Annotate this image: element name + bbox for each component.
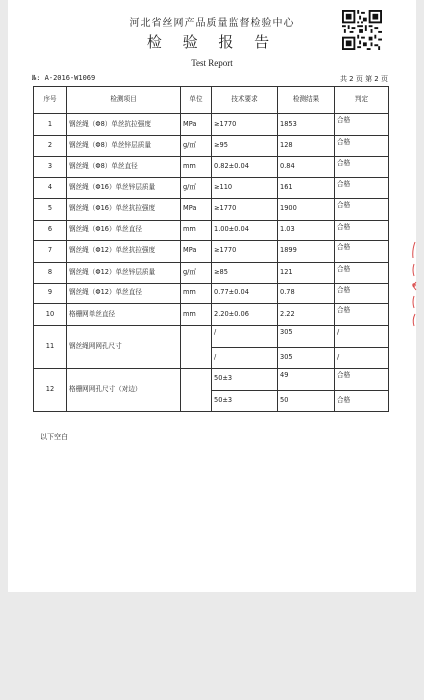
table-row (34, 198, 389, 220)
cell-item: 钢丝绳（Φ12）单丝锌层质量 (67, 262, 181, 283)
cell-verdict: 合格 (335, 240, 389, 262)
cell-item: 钢丝绳网网孔尺寸 (67, 326, 181, 369)
cell-unit: g/㎡ (181, 136, 212, 157)
cell-no: 9 (34, 283, 67, 304)
cell-requirement: 50±3 (212, 369, 278, 391)
cell-no: 1 (34, 114, 67, 136)
cell-verdict: 合格 (335, 369, 389, 391)
cell-verdict: 合格 (335, 283, 389, 304)
cell-unit: g/㎡ (181, 262, 212, 283)
table-row (34, 304, 389, 326)
cell-item: 钢丝绳（Φ8）单丝抗拉强度 (67, 114, 181, 136)
cell-requirement: / (212, 347, 278, 369)
cell-verdict: 合格 (335, 156, 389, 177)
cell-requirement: / (212, 326, 278, 348)
cell-requirement: 50±3 (212, 390, 278, 412)
cell-unit: MPa (181, 114, 212, 136)
cell-result: 0.78 (278, 283, 335, 304)
cell-no: 12 (34, 369, 67, 412)
cell-result: 1899 (278, 240, 335, 262)
cell-unit: g/㎡ (181, 177, 212, 198)
cell-verdict: 合格 (335, 114, 389, 136)
cell-requirement: 0.82±0.04 (212, 156, 278, 177)
cell-item: 钢丝绳（Φ16）单丝锌层质量 (67, 177, 181, 198)
cell-requirement: ≥1770 (212, 198, 278, 220)
cell-item: 钢丝绳（Φ8）单丝锌层质量 (67, 136, 181, 157)
cell-result: 1.03 (278, 220, 335, 240)
page-count: 共 2 页 第 2 页 (339, 75, 388, 83)
cell-unit: mm (181, 304, 212, 326)
cell-no: 10 (34, 304, 67, 326)
cell-result: 121 (278, 262, 335, 283)
table-row (34, 326, 389, 348)
cell-unit: MPa (181, 240, 212, 262)
cell-verdict: 合格 (335, 262, 389, 283)
table-row (34, 156, 389, 177)
cell-item: 钢丝绳（Φ16）单丝抗拉强度 (67, 198, 181, 220)
table-row (34, 136, 389, 157)
cell-result: 2.22 (278, 304, 335, 326)
cell-unit: mm (181, 156, 212, 177)
cell-verdict: 合格 (335, 177, 389, 198)
cell-no: 11 (34, 326, 67, 369)
cell-unit: mm (181, 283, 212, 304)
table-row (34, 114, 389, 136)
table-row (34, 220, 389, 240)
cell-item: 钢丝绳（Φ8）单丝直径 (67, 156, 181, 177)
col-header-no: 序号 (34, 87, 67, 114)
cell-item: 格栅网网孔尺寸（对边） (67, 369, 181, 412)
report-title: 检 验 报 告 (146, 33, 278, 51)
qr-code-icon (342, 10, 382, 50)
report-subtitle: Test Report (191, 58, 233, 68)
seal-stamp-icon (406, 238, 420, 332)
cell-unit (181, 369, 212, 412)
cell-no: 8 (34, 262, 67, 283)
cell-result: 161 (278, 177, 335, 198)
cell-no: 7 (34, 240, 67, 262)
cell-requirement: 1.00±0.04 (212, 220, 278, 240)
report-page (8, 0, 416, 592)
cell-requirement: 0.77±0.04 (212, 283, 278, 304)
cell-result: 128 (278, 136, 335, 157)
cell-unit: MPa (181, 198, 212, 220)
organization-name: 河北省丝网产品质量监督检验中心 (129, 18, 295, 29)
test-results-table (33, 86, 389, 412)
cell-verdict: / (335, 326, 389, 348)
table-row (34, 262, 389, 283)
cell-requirement: ≥110 (212, 177, 278, 198)
cell-verdict: 合格 (335, 136, 389, 157)
col-header-result: 检测结果 (278, 87, 335, 114)
cell-result: 0.84 (278, 156, 335, 177)
cell-result: 1900 (278, 198, 335, 220)
cell-result: 49 (278, 369, 335, 391)
cell-requirement: ≥1770 (212, 240, 278, 262)
cell-verdict: 合格 (335, 390, 389, 412)
end-remark: 以下空白 (40, 433, 68, 441)
cell-unit: mm (181, 220, 212, 240)
cell-verdict: / (335, 347, 389, 369)
cell-no: 5 (34, 198, 67, 220)
cell-requirement: 2.20±0.06 (212, 304, 278, 326)
cell-verdict: 合格 (335, 220, 389, 240)
cell-result: 305 (278, 326, 335, 348)
report-number: №: A-2016-W1069 (32, 74, 96, 82)
cell-result: 50 (278, 390, 335, 412)
cell-no: 6 (34, 220, 67, 240)
cell-result: 305 (278, 347, 335, 369)
col-header-verdict: 判定 (335, 87, 389, 114)
cell-unit (181, 326, 212, 369)
cell-no: 2 (34, 136, 67, 157)
table-row (34, 283, 389, 304)
cell-no: 4 (34, 177, 67, 198)
table-row (34, 369, 389, 391)
col-header-item: 检测项目 (67, 87, 181, 114)
cell-verdict: 合格 (335, 198, 389, 220)
cell-verdict: 合格 (335, 304, 389, 326)
col-header-requirement: 技术要求 (212, 87, 278, 114)
cell-item: 钢丝绳（Φ12）单丝抗拉强度 (67, 240, 181, 262)
cell-requirement: ≥1770 (212, 114, 278, 136)
cell-item: 钢丝绳（Φ12）单丝直径 (67, 283, 181, 304)
cell-item: 钢丝绳（Φ16）单丝直径 (67, 220, 181, 240)
cell-item: 格栅网单丝直径 (67, 304, 181, 326)
table-header-row (34, 87, 389, 114)
cell-requirement: ≥85 (212, 262, 278, 283)
cell-no: 3 (34, 156, 67, 177)
col-header-unit: 单位 (181, 87, 212, 114)
table-row (34, 177, 389, 198)
cell-result: 1853 (278, 114, 335, 136)
cell-requirement: ≥95 (212, 136, 278, 157)
table-row (34, 240, 389, 262)
